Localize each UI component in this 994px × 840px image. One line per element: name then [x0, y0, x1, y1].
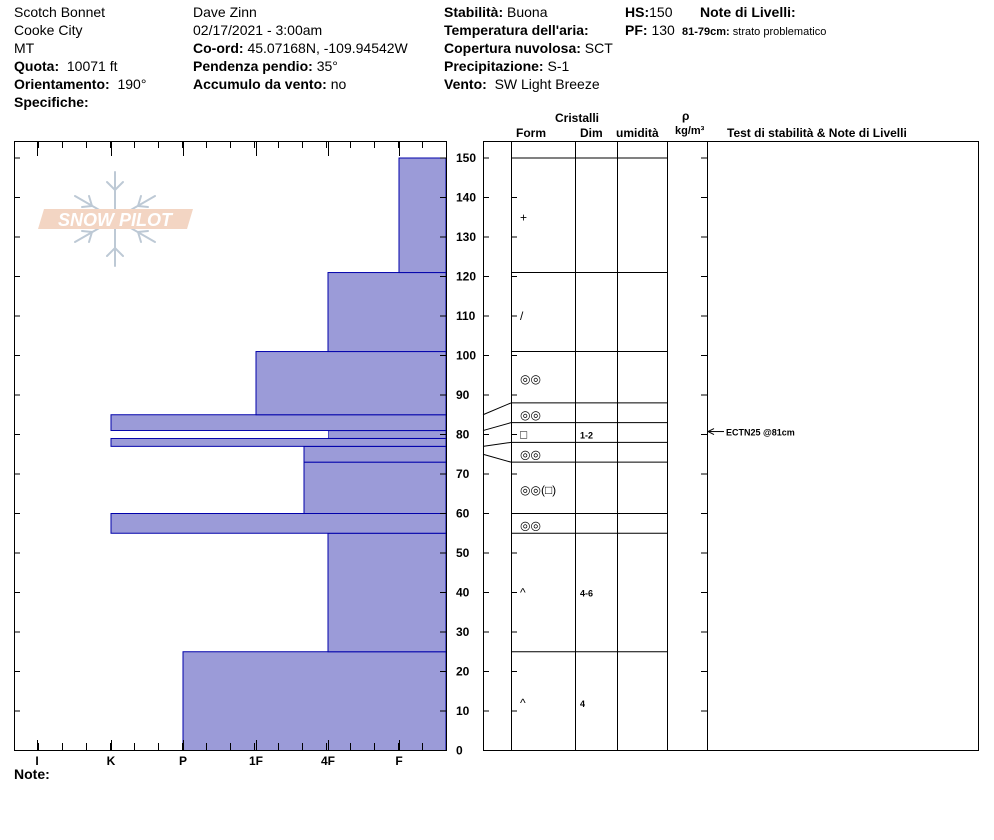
precip-value: S-1 — [547, 58, 570, 74]
height-tick-label: 70 — [456, 467, 470, 481]
wind-load-value: no — [330, 76, 347, 92]
layer-note-range: 81-79cm: — [682, 26, 730, 38]
stability-label: Stabilità: — [444, 4, 504, 20]
hardness-tick-label: 1F — [248, 754, 264, 768]
hardness-bars — [111, 158, 446, 751]
height-tick-label: 0 — [456, 743, 463, 758]
hardness-bar — [328, 431, 446, 439]
observation-datetime: 02/17/2021 - 3:00am — [193, 22, 323, 38]
hardness-bar — [328, 533, 446, 652]
humidity-header: umidità — [616, 126, 659, 140]
crystal-form-symbol: + — [520, 210, 528, 225]
coord-value: 45.07168N, -109.94542W — [247, 40, 408, 56]
crystal-form-symbol: ◎◎ — [520, 518, 541, 533]
height-tick-label: 50 — [456, 546, 470, 560]
density-unit-header: kg/m³ — [675, 125, 705, 137]
hardness-gap — [111, 431, 328, 438]
pf-label: PF: — [625, 22, 648, 38]
layer-note-text: strato problematico — [732, 26, 827, 38]
height-tick-label: 110 — [456, 309, 476, 323]
crystal-form-symbol: ^ — [520, 696, 526, 711]
crystal-size: 1-2 — [580, 430, 594, 441]
location-name: Scotch Bonnet — [14, 4, 106, 20]
height-tick-label: 30 — [456, 625, 470, 639]
height-tick-label: 90 — [456, 388, 470, 402]
crystal-size: 4 — [580, 699, 586, 710]
note-label: Note: — [14, 766, 50, 782]
hardness-tick-label: K — [106, 754, 116, 768]
pf-value: 130 — [651, 22, 675, 38]
hardness-bar — [111, 438, 446, 446]
specifics-label: Specifiche: — [14, 94, 89, 110]
hs-value: 150 — [649, 4, 673, 20]
precip-label: Precipitazione: — [444, 58, 544, 74]
form-header: Form — [516, 126, 546, 140]
snowpilot-logo — [38, 172, 193, 266]
wind-load-label: Accumulo da vento: — [193, 76, 327, 92]
crystal-form-symbol: ◎◎(□) — [520, 482, 557, 497]
hardness-bar — [111, 514, 446, 534]
stability-notes-header: Test di stabilità & Note di Livelli — [727, 126, 907, 140]
rho-header: ρ — [682, 109, 690, 123]
hardness-tick-label: F — [395, 754, 403, 768]
observer-name: Dave Zinn — [193, 4, 257, 20]
wind-label: Vento: — [444, 76, 487, 92]
elevation-value: 10071 ft — [66, 58, 118, 74]
crystal-table — [483, 142, 979, 751]
crystal-size: 4-6 — [580, 588, 594, 599]
stability-test-label: ECTN25 @81cm — [726, 427, 795, 438]
layer-connector — [483, 442, 511, 446]
elevation-label: Quota: — [14, 58, 60, 74]
hardness-bar — [304, 446, 446, 462]
hardness-bar — [111, 415, 446, 431]
layer-connector — [483, 403, 511, 415]
air-temp-label: Temperatura dell'aria: — [444, 22, 589, 38]
height-tick-label: 150 — [456, 151, 477, 165]
area-name: Cooke City — [14, 22, 83, 38]
height-tick-label: 100 — [456, 348, 477, 363]
coord-label: Co-ord: — [193, 40, 244, 56]
logo-text: SNOW PILOT — [58, 210, 172, 230]
crystal-form-symbol: / — [520, 309, 524, 323]
table-frame — [484, 142, 979, 751]
layer-notes-label: Note di Livelli: — [700, 4, 796, 20]
hardness-bar — [256, 352, 446, 415]
hardness-bar — [328, 273, 446, 352]
slope-value: 35° — [316, 58, 338, 74]
stability-value: Buona — [507, 4, 548, 20]
aspect-value: 190° — [117, 76, 147, 92]
height-tick-label: 140 — [456, 190, 477, 205]
slope-label: Pendenza pendio: — [193, 58, 313, 74]
height-tick-label: 40 — [456, 585, 470, 600]
height-tick-label: 20 — [456, 664, 470, 679]
layer-connector — [483, 423, 511, 431]
height-tick-label: 80 — [456, 427, 470, 442]
layer-connector — [483, 454, 511, 462]
hardness-bar — [399, 158, 446, 273]
height-tick-label: 120 — [456, 269, 477, 284]
crystals-header: Cristalli — [555, 111, 600, 125]
crystal-form-symbol: □ — [520, 427, 528, 442]
cloud-value: SCT — [584, 40, 613, 56]
state-name: MT — [14, 40, 35, 56]
dim-header: Dim — [580, 126, 603, 140]
hs-label: HS: — [625, 4, 650, 20]
aspect-label: Orientamento: — [14, 76, 110, 92]
hardness-bar — [304, 462, 446, 513]
crystal-form-symbol: ◎◎ — [520, 372, 541, 387]
height-tick-label: 60 — [456, 506, 470, 521]
crystal-form-symbol: ^ — [520, 585, 526, 600]
hardness-bar — [183, 652, 446, 751]
height-tick-label: 130 — [456, 230, 477, 244]
hardness-tick-label: I — [35, 754, 39, 768]
hardness-tick-label: P — [178, 754, 188, 768]
height-tick-label: 10 — [456, 704, 470, 718]
hardness-tick-label: 4F — [320, 754, 336, 768]
crystal-form-symbol: ◎◎ — [520, 447, 541, 462]
crystal-form-symbol: ◎◎ — [520, 407, 541, 422]
cloud-label: Copertura nuvolosa: — [444, 40, 581, 56]
wind-value: SW Light Breeze — [494, 76, 600, 92]
